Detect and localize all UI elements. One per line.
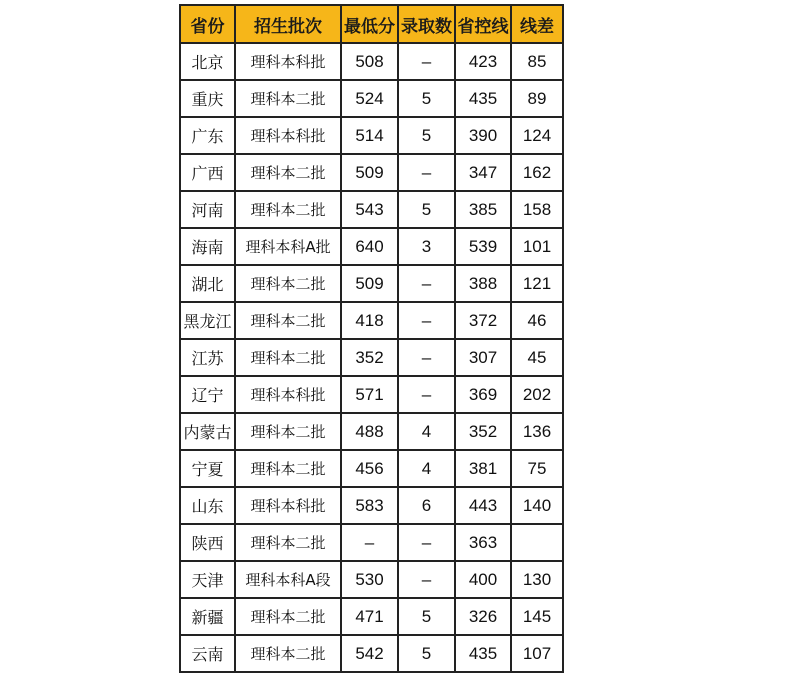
cell-line-diff: 46 xyxy=(511,302,563,339)
cell-province: 新疆 xyxy=(180,598,235,635)
table-row xyxy=(180,302,563,339)
cell-control-line: 369 xyxy=(455,376,511,413)
cell-line-diff: 202 xyxy=(511,376,563,413)
cell-admitted-count: 5 xyxy=(398,191,455,228)
cell-admitted-count: – xyxy=(398,265,455,302)
table-row xyxy=(180,339,563,376)
table-row xyxy=(180,80,563,117)
cell-admitted-count: 3 xyxy=(398,228,455,265)
cell-province: 重庆 xyxy=(180,80,235,117)
cell-line-diff: 85 xyxy=(511,43,563,80)
cell-admitted-count: 4 xyxy=(398,413,455,450)
cell-admitted-count: – xyxy=(398,43,455,80)
cell-min-score: 352 xyxy=(341,339,398,376)
cell-batch: 理科本科A批 xyxy=(235,228,341,265)
cell-min-score: 543 xyxy=(341,191,398,228)
cell-province: 天津 xyxy=(180,561,235,598)
cell-control-line: 400 xyxy=(455,561,511,598)
cell-min-score: 509 xyxy=(341,154,398,191)
cell-control-line: 435 xyxy=(455,80,511,117)
cell-min-score: 509 xyxy=(341,265,398,302)
cell-line-diff: 124 xyxy=(511,117,563,154)
cell-min-score: 571 xyxy=(341,376,398,413)
cell-line-diff xyxy=(511,524,563,561)
header-min-score: 最低分 xyxy=(341,5,398,43)
header-control-line: 省控线 xyxy=(455,5,511,43)
cell-batch: 理科本二批 xyxy=(235,413,341,450)
cell-batch: 理科本二批 xyxy=(235,302,341,339)
cell-province: 黑龙江 xyxy=(180,302,235,339)
cell-batch: 理科本二批 xyxy=(235,154,341,191)
cell-province: 陕西 xyxy=(180,524,235,561)
cell-admitted-count: – xyxy=(398,561,455,598)
cell-min-score: 418 xyxy=(341,302,398,339)
cell-control-line: 423 xyxy=(455,43,511,80)
cell-province: 北京 xyxy=(180,43,235,80)
cell-control-line: 326 xyxy=(455,598,511,635)
cell-batch: 理科本科A段 xyxy=(235,561,341,598)
cell-admitted-count: 5 xyxy=(398,635,455,672)
cell-line-diff: 101 xyxy=(511,228,563,265)
table-row xyxy=(180,154,563,191)
cell-province: 辽宁 xyxy=(180,376,235,413)
cell-province: 云南 xyxy=(180,635,235,672)
cell-control-line: 352 xyxy=(455,413,511,450)
cell-admitted-count: 5 xyxy=(398,80,455,117)
cell-admitted-count: – xyxy=(398,376,455,413)
admission-score-table-container xyxy=(179,4,564,673)
header-line-diff: 线差 xyxy=(511,5,563,43)
cell-batch: 理科本二批 xyxy=(235,80,341,117)
header-batch: 招生批次 xyxy=(235,5,341,43)
table-row xyxy=(180,635,563,672)
cell-line-diff: 45 xyxy=(511,339,563,376)
cell-admitted-count: – xyxy=(398,154,455,191)
cell-min-score: 471 xyxy=(341,598,398,635)
cell-batch: 理科本科批 xyxy=(235,117,341,154)
cell-line-diff: 107 xyxy=(511,635,563,672)
cell-line-diff: 121 xyxy=(511,265,563,302)
cell-control-line: 390 xyxy=(455,117,511,154)
table-row xyxy=(180,228,563,265)
cell-province: 宁夏 xyxy=(180,450,235,487)
cell-control-line: 388 xyxy=(455,265,511,302)
cell-min-score: 542 xyxy=(341,635,398,672)
cell-control-line: 363 xyxy=(455,524,511,561)
cell-province: 河南 xyxy=(180,191,235,228)
cell-admitted-count: – xyxy=(398,339,455,376)
cell-line-diff: 162 xyxy=(511,154,563,191)
cell-min-score: 524 xyxy=(341,80,398,117)
cell-province: 广东 xyxy=(180,117,235,154)
cell-control-line: 443 xyxy=(455,487,511,524)
table-row xyxy=(180,524,563,561)
cell-province: 海南 xyxy=(180,228,235,265)
cell-min-score: 488 xyxy=(341,413,398,450)
cell-batch: 理科本二批 xyxy=(235,524,341,561)
cell-control-line: 435 xyxy=(455,635,511,672)
table-row xyxy=(180,413,563,450)
cell-batch: 理科本科批 xyxy=(235,43,341,80)
cell-line-diff: 89 xyxy=(511,80,563,117)
cell-min-score: 530 xyxy=(341,561,398,598)
cell-line-diff: 136 xyxy=(511,413,563,450)
cell-line-diff: 140 xyxy=(511,487,563,524)
table-row xyxy=(180,191,563,228)
table-row xyxy=(180,487,563,524)
cell-min-score: 640 xyxy=(341,228,398,265)
cell-province: 广西 xyxy=(180,154,235,191)
admission-score-table xyxy=(179,4,564,673)
cell-control-line: 381 xyxy=(455,450,511,487)
cell-control-line: 539 xyxy=(455,228,511,265)
cell-province: 内蒙古 xyxy=(180,413,235,450)
cell-min-score: 583 xyxy=(341,487,398,524)
cell-batch: 理科本二批 xyxy=(235,598,341,635)
cell-province: 江苏 xyxy=(180,339,235,376)
table-row xyxy=(180,450,563,487)
cell-line-diff: 75 xyxy=(511,450,563,487)
cell-batch: 理科本科批 xyxy=(235,487,341,524)
cell-province: 湖北 xyxy=(180,265,235,302)
cell-control-line: 307 xyxy=(455,339,511,376)
cell-min-score: 456 xyxy=(341,450,398,487)
cell-control-line: 385 xyxy=(455,191,511,228)
header-province: 省份 xyxy=(180,5,235,43)
table-row xyxy=(180,561,563,598)
cell-batch: 理科本二批 xyxy=(235,635,341,672)
cell-batch: 理科本二批 xyxy=(235,191,341,228)
cell-admitted-count: – xyxy=(398,302,455,339)
table-row xyxy=(180,43,563,80)
table-body xyxy=(180,43,563,672)
cell-min-score: 508 xyxy=(341,43,398,80)
cell-batch: 理科本二批 xyxy=(235,265,341,302)
cell-control-line: 347 xyxy=(455,154,511,191)
cell-control-line: 372 xyxy=(455,302,511,339)
cell-line-diff: 130 xyxy=(511,561,563,598)
cell-line-diff: 158 xyxy=(511,191,563,228)
cell-batch: 理科本二批 xyxy=(235,339,341,376)
table-row xyxy=(180,598,563,635)
table-header-row xyxy=(180,5,563,43)
cell-batch: 理科本二批 xyxy=(235,450,341,487)
cell-batch: 理科本科批 xyxy=(235,376,341,413)
cell-admitted-count: 5 xyxy=(398,598,455,635)
header-admitted-count: 录取数 xyxy=(398,5,455,43)
table-row xyxy=(180,265,563,302)
cell-admitted-count: – xyxy=(398,524,455,561)
cell-min-score: 514 xyxy=(341,117,398,154)
cell-min-score: – xyxy=(341,524,398,561)
table-row xyxy=(180,376,563,413)
table-row xyxy=(180,117,563,154)
cell-province: 山东 xyxy=(180,487,235,524)
cell-admitted-count: 6 xyxy=(398,487,455,524)
cell-admitted-count: 4 xyxy=(398,450,455,487)
cell-admitted-count: 5 xyxy=(398,117,455,154)
cell-line-diff: 145 xyxy=(511,598,563,635)
